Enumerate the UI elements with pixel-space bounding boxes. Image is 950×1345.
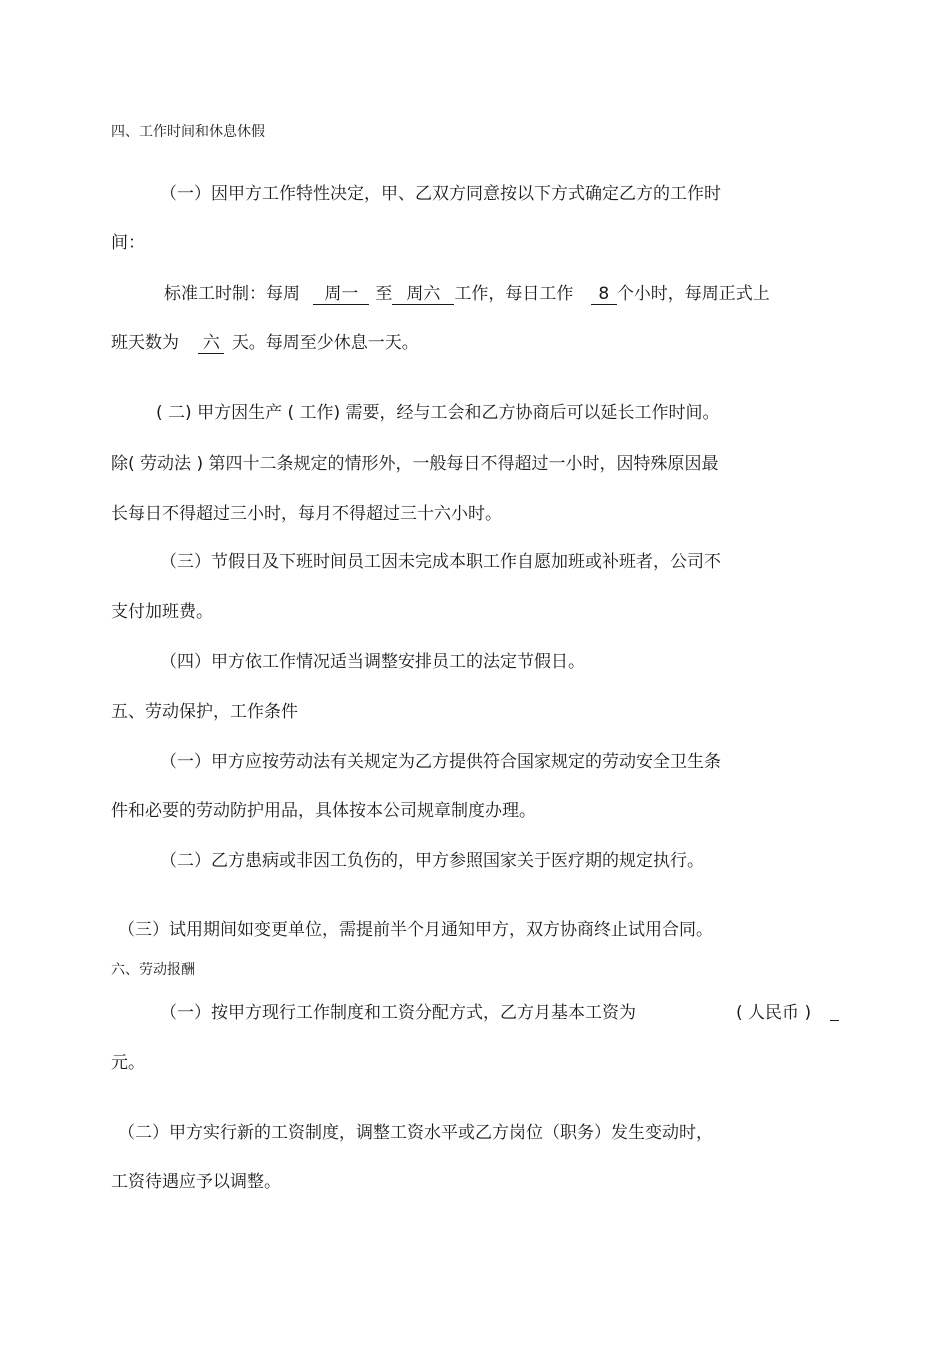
day-from-field: 周一 bbox=[313, 284, 369, 305]
work-word: 工作，每日工作 bbox=[454, 284, 574, 304]
s4-p4: （四）甲方依工作情况适当调整安排员工的法定节假日。 bbox=[160, 652, 585, 672]
std-rest: 个小时，每周正式上 bbox=[616, 284, 770, 304]
s4-p2-line1: ( 二) 甲方因生产 ( 工作) 需要，经与工会和乙方协商后可以延长工作时间。 bbox=[156, 403, 720, 423]
s6-p1-line1: （一）按甲方现行工作制度和工资分配方式，乙方月基本工资为 bbox=[160, 1003, 636, 1023]
s4-p3-line1: （三）节假日及下班时间员工因未完成本职工作自愿加班或补班者，公司不 bbox=[160, 552, 721, 572]
work-days-line bbox=[111, 332, 419, 354]
section5-heading: 五、劳动保护，工作条件 bbox=[111, 702, 298, 722]
s5-p1-line1: （一）甲方应按劳动法有关规定为乙方提供符合国家规定的劳动安全卫生条 bbox=[160, 752, 721, 772]
s4-p2-line2: 除( 劳动法 ) 第四十二条规定的情形外，一般每日不得超过一小时，因特殊原因最 bbox=[111, 454, 719, 474]
s6-p1-line2: 元。 bbox=[111, 1053, 145, 1073]
day-to-field: 周六 bbox=[392, 284, 454, 305]
std-label: 标准工时制：每周 bbox=[164, 284, 300, 304]
s4-p1-line2: 间： bbox=[111, 233, 145, 253]
s6-p2-line1: （二）甲方实行新的工资制度，调整工资水平或乙方岗位（职务）发生变动时， bbox=[118, 1123, 713, 1143]
hours-field: 8 bbox=[591, 284, 617, 305]
salary-blank-field bbox=[830, 1020, 839, 1021]
days-field: 六 bbox=[198, 333, 224, 354]
s4-p2-line3: 长每日不得超过三小时，每月不得超过三十六小时。 bbox=[111, 504, 502, 524]
days-label: 班天数为 bbox=[111, 333, 179, 353]
to-word: 至 bbox=[375, 284, 393, 304]
days-rest: 天。每周至少休息一天。 bbox=[231, 333, 419, 353]
s5-p1-line2: 件和必要的劳动防护用品，具体按本公司规章制度办理。 bbox=[111, 801, 536, 821]
s4-p1-line1: （一）因甲方工作特性决定，甲、乙双方同意按以下方式确定乙方的工作时 bbox=[160, 184, 721, 204]
s4-p3-line2: 支付加班费。 bbox=[111, 602, 213, 622]
s6-p2-line2: 工资待遇应予以调整。 bbox=[111, 1172, 281, 1192]
s5-p2: （二）乙方患病或非因工负伤的，甲方参照国家关于医疗期的规定执行。 bbox=[160, 851, 704, 871]
section4-heading: 四、工作时间和休息休假 bbox=[111, 124, 265, 140]
section6-heading: 六、劳动报酬 bbox=[111, 962, 195, 978]
standard-hours-line bbox=[164, 283, 770, 305]
currency-label: ( 人民币 ) bbox=[736, 1003, 812, 1023]
s5-p3: （三）试用期间如变更单位，需提前半个月通知甲方，双方协商终止试用合同。 bbox=[118, 920, 713, 940]
